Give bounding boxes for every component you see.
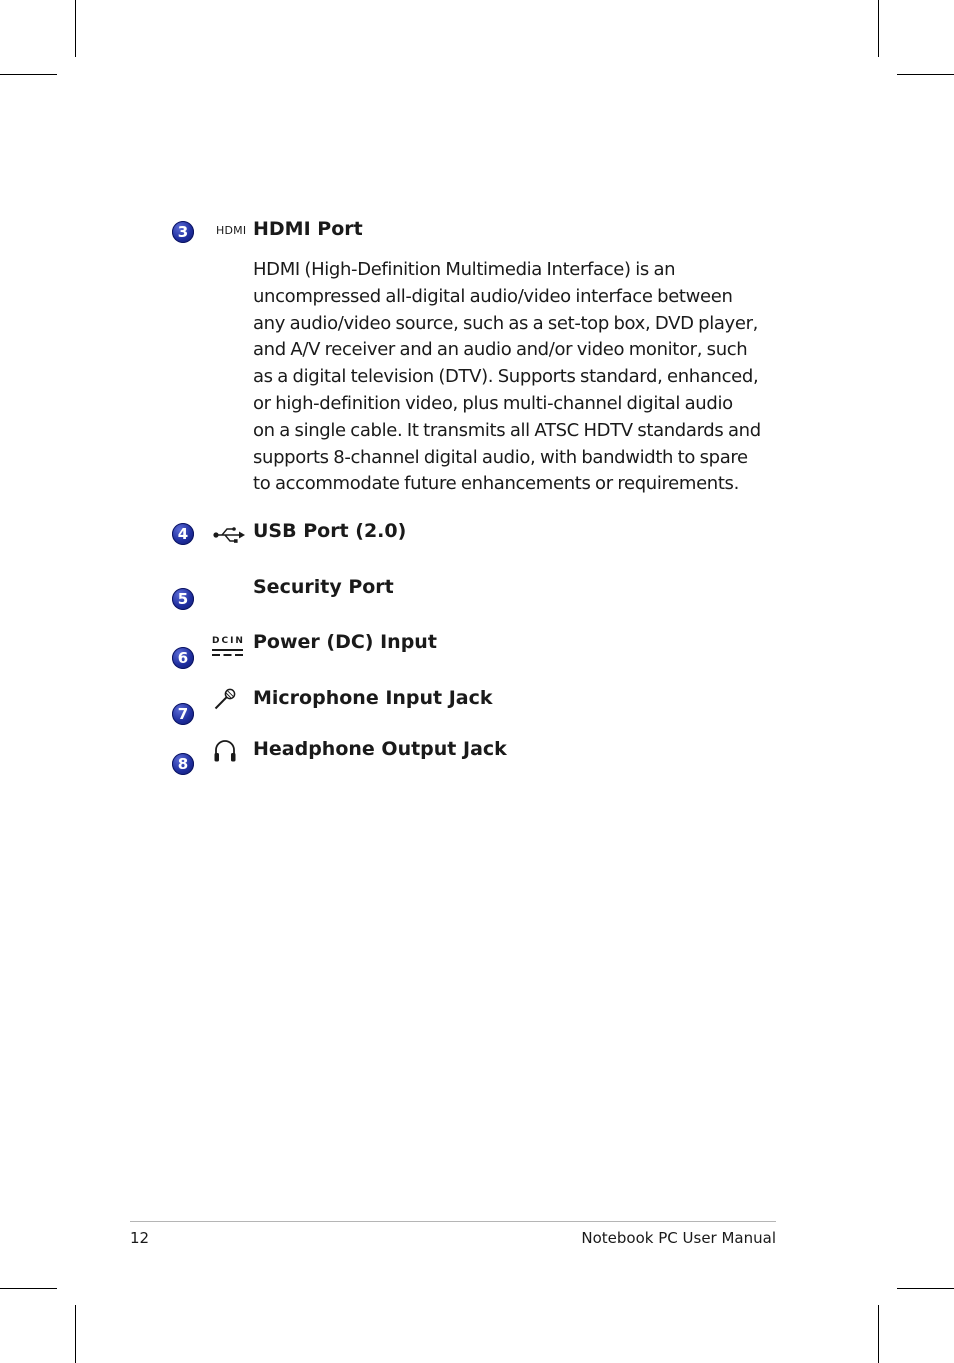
item-number-badge: 4: [172, 523, 194, 545]
footer-divider: [130, 1221, 776, 1222]
security-port-title: Security Port: [253, 576, 394, 598]
item-number-badge: 5: [172, 588, 194, 610]
item-number-badge: 8: [172, 753, 194, 775]
item-number-badge: 6: [172, 647, 194, 669]
item-number-badge: 7: [172, 703, 194, 725]
hdmi-port-description: [253, 257, 783, 498]
crop-mark: [897, 1288, 954, 1289]
description-line: and A/V receiver and an audio and/or video monitor, such: [253, 339, 748, 361]
description-line: on a single cable. It transmits all ATSC HDTV standards and: [253, 419, 761, 441]
description-line: uncompressed all-digital audio/video interface between: [253, 285, 733, 307]
dc-symbol-dashes: [212, 654, 243, 656]
crop-mark: [75, 1305, 76, 1363]
description-line: or high-definition video, plus multi-channel digital audio: [253, 392, 733, 414]
crop-mark: [878, 0, 879, 57]
description-line: any audio/video source, such as a set-top box, DVD player,: [253, 312, 759, 334]
crop-mark: [0, 74, 57, 75]
power-input-title: Power (DC) Input: [253, 631, 437, 653]
manual-title: Notebook PC User Manual: [581, 1229, 776, 1247]
microphone-jack-title: Microphone Input Jack: [253, 687, 493, 709]
usb-icon: [212, 524, 246, 546]
crop-mark: [0, 1288, 57, 1289]
crop-mark: [878, 1305, 879, 1363]
description-line: supports 8-channel digital audio, with bandwidth to spare: [253, 446, 748, 468]
usb-port-title: USB Port (2.0): [253, 520, 407, 542]
hdmi-icon: HDMI: [216, 224, 247, 237]
page-number: 12: [130, 1229, 150, 1247]
item-number-badge: 3: [172, 221, 194, 243]
headphone-icon: [213, 738, 237, 764]
dc-in-label: DCIN: [212, 636, 245, 646]
microphone-icon: [213, 687, 237, 711]
headphone-jack-title: Headphone Output Jack: [253, 738, 507, 760]
crop-mark: [897, 74, 954, 75]
description-line: to accommodate future enhancements or requirements.: [253, 473, 739, 495]
dc-symbol-line: [212, 649, 243, 651]
dc-in-icon: [212, 636, 244, 656]
crop-mark: [75, 0, 76, 57]
hdmi-port-title: HDMI Port: [253, 218, 363, 240]
description-line: HDMI (High-Definition Multimedia Interface) is an: [253, 259, 676, 280]
description-line: as a digital television (DTV). Supports standard, enhanced,: [253, 366, 759, 388]
